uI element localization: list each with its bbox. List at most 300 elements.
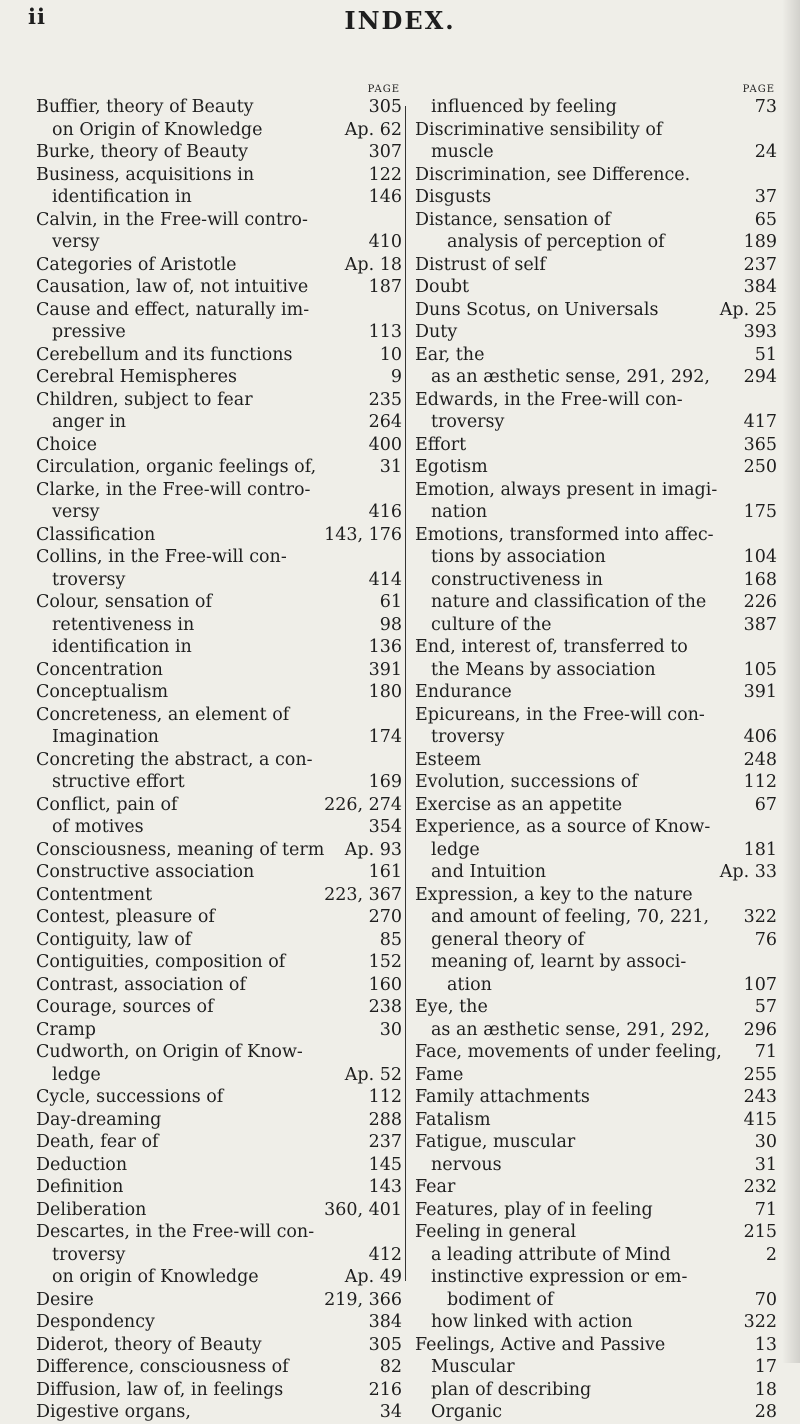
entry-term: Definition — [36, 1177, 124, 1197]
entry-page: 232 — [743, 1177, 777, 1197]
index-entry — [415, 501, 777, 524]
entry-term: on origin of Knowledge — [52, 1267, 259, 1287]
index-entry — [36, 366, 402, 389]
entry-term: analysis of perception of — [447, 232, 665, 252]
index-entry — [415, 1356, 777, 1379]
index-entry — [36, 276, 402, 299]
entry-term: Contiguity, law of — [36, 929, 192, 950]
entry-term: Emotion, always present in imagi- — [415, 479, 718, 500]
entry-term: Causation, law of, not intuitive — [36, 277, 309, 297]
entry-term: Egotism — [415, 457, 488, 477]
index-entry — [36, 164, 402, 187]
index-entry — [415, 1311, 777, 1334]
index-entry — [36, 569, 402, 592]
index-entry — [415, 861, 777, 884]
entry-page: 113 — [368, 322, 402, 342]
index-entry — [415, 1334, 777, 1357]
entry-term: Concentration — [36, 659, 163, 680]
index-entry — [36, 299, 402, 322]
entry-page: 174 — [368, 727, 402, 747]
entry-page: 143, 176 — [324, 524, 402, 545]
entry-page: 235 — [368, 389, 402, 410]
index-entry — [415, 839, 777, 862]
entry-page: 243 — [743, 1087, 777, 1107]
entry-page: 168 — [743, 569, 777, 590]
entry-term: Cramp — [36, 1019, 96, 1040]
entry-term: Exercise as an appetite — [415, 794, 623, 815]
entry-page: 181 — [743, 839, 777, 860]
entry-term: and Intuition — [431, 862, 546, 882]
entry-page: 67 — [754, 794, 777, 815]
index-entry — [36, 1244, 402, 1267]
index-entry — [36, 974, 402, 997]
page-title: INDEX. — [344, 6, 456, 35]
entry-term: Categories of Aristotle — [36, 254, 237, 275]
index-entry — [36, 1401, 402, 1424]
entry-term: troversy — [431, 412, 505, 432]
entry-page: 322 — [743, 1312, 777, 1332]
entry-term: nature and classification of the — [431, 592, 707, 612]
entry-page: 180 — [368, 682, 402, 702]
entry-term: how linked with action — [431, 1312, 633, 1332]
index-entry — [36, 389, 402, 412]
entry-list — [415, 96, 777, 1424]
index-entry — [415, 1064, 777, 1087]
entry-term: plan of describing — [431, 1379, 592, 1400]
entry-term: Day-dreaming — [36, 1109, 162, 1130]
entry-page: 365 — [743, 434, 777, 455]
index-entry — [415, 974, 777, 997]
entry-term: Deduction — [36, 1154, 128, 1175]
index-entry — [415, 749, 777, 772]
entry-page: 322 — [743, 907, 777, 927]
index-entry — [36, 456, 402, 479]
entry-page: 226, 274 — [324, 794, 402, 815]
page-number: ii — [28, 4, 46, 29]
index-entry — [415, 344, 777, 367]
entry-term: Consciousness, meaning of term — [36, 839, 325, 860]
entry-term: Eye, the — [415, 997, 488, 1017]
index-entry — [415, 614, 777, 637]
index-entry — [36, 546, 402, 569]
entry-page: 112 — [743, 772, 777, 792]
entry-term: Fame — [415, 1064, 464, 1085]
index-entry — [36, 591, 402, 614]
index-entry — [36, 231, 402, 254]
index-entry — [36, 704, 402, 727]
index-entry — [415, 1086, 777, 1109]
index-entry — [36, 1379, 402, 1402]
index-entry — [415, 209, 777, 232]
entry-page: 400 — [368, 434, 402, 455]
index-entry — [36, 96, 402, 119]
entry-page: 70 — [754, 1289, 777, 1310]
index-entry — [36, 141, 402, 164]
entry-page: 238 — [368, 997, 402, 1017]
entry-term: Conflict, pain of — [36, 794, 178, 815]
entry-page: 296 — [743, 1019, 777, 1040]
entry-page: 9 — [390, 367, 402, 387]
entry-term: Edwards, in the Free-will con- — [415, 389, 683, 410]
entry-term: Collins, in the Free-will con- — [36, 547, 287, 567]
index-entry — [36, 1334, 402, 1357]
entry-page: 71 — [754, 1042, 777, 1062]
entry-term: meaning of, learnt by associ- — [431, 952, 687, 972]
index-entry — [415, 1244, 777, 1267]
entry-page: 85 — [379, 929, 402, 950]
index-entry — [415, 141, 777, 164]
index-entry — [36, 681, 402, 704]
entry-page: 31 — [754, 1154, 777, 1175]
entry-term: Contest, pleasure of — [36, 907, 215, 927]
entry-term: of motives — [52, 817, 144, 837]
entry-term: nervous — [431, 1154, 502, 1175]
entry-term: troversy — [431, 727, 505, 747]
index-entry — [36, 479, 402, 502]
entry-term: the Means by association — [431, 659, 656, 680]
entry-page: 187 — [368, 277, 402, 297]
index-entry — [36, 929, 402, 952]
index-entry — [415, 816, 777, 839]
entry-page: 82 — [379, 1357, 402, 1377]
entry-page: 65 — [754, 209, 777, 230]
entry-term: ation — [447, 974, 492, 995]
entry-page: 294 — [743, 367, 777, 387]
entry-page: Ap. 18 — [344, 254, 402, 275]
entry-page: Ap. 93 — [344, 839, 402, 860]
index-entry — [415, 164, 777, 187]
entry-term: Distance, sensation of — [415, 209, 611, 230]
entry-term: Doubt — [415, 277, 470, 297]
index-entry — [36, 434, 402, 457]
entry-term: versy — [52, 232, 100, 252]
entry-term: Descartes, in the Free-will con- — [36, 1222, 315, 1242]
entry-page: 216 — [368, 1379, 402, 1400]
index-entry — [415, 681, 777, 704]
entry-page: 384 — [743, 277, 777, 297]
entry-page: 30 — [754, 1132, 777, 1152]
entry-term: muscle — [431, 142, 494, 162]
index-entry — [415, 771, 777, 794]
entry-page: 412 — [368, 1244, 402, 1265]
index-entry — [415, 1019, 777, 1042]
entry-term: a leading attribute of Mind — [431, 1244, 671, 1265]
index-entry — [415, 1401, 777, 1424]
entry-term: Cudworth, on Origin of Know- — [36, 1042, 303, 1062]
entry-page: 61 — [379, 592, 402, 612]
entry-page: 237 — [368, 1132, 402, 1152]
index-entry — [415, 366, 777, 389]
index-entry — [36, 1221, 402, 1244]
entry-term: Endurance — [415, 682, 512, 702]
entry-page: 393 — [743, 322, 777, 342]
entry-page: 215 — [743, 1222, 777, 1242]
entry-page: 415 — [743, 1109, 777, 1130]
index-entry — [415, 1221, 777, 1244]
index-entry — [415, 524, 777, 547]
entry-page: 416 — [368, 502, 402, 522]
entry-page: 30 — [379, 1019, 402, 1040]
entry-term: Feeling in general — [415, 1222, 577, 1242]
entry-term: bodiment of — [447, 1289, 554, 1310]
entry-term: troversy — [52, 569, 126, 590]
entry-term: End, interest of, transferred to — [415, 637, 688, 657]
index-entry — [415, 479, 777, 502]
entry-page: 143 — [368, 1177, 402, 1197]
entry-term: Cerebral Hemispheres — [36, 367, 237, 387]
entry-term: Imagination — [52, 727, 159, 747]
entry-page: 391 — [368, 659, 402, 680]
entry-page: 384 — [368, 1312, 402, 1332]
index-entry — [415, 231, 777, 254]
entry-page: 189 — [743, 232, 777, 252]
entry-page: Ap. 33 — [719, 862, 777, 882]
index-entry — [415, 1131, 777, 1154]
entry-page: 13 — [754, 1334, 777, 1355]
index-entry — [415, 321, 777, 344]
entry-term: Digestive organs, — [36, 1402, 191, 1422]
entry-term: Calvin, in the Free-will contro- — [36, 209, 308, 230]
entry-page: 264 — [368, 412, 402, 432]
entry-page: Ap. 52 — [344, 1064, 402, 1085]
entry-term: Difference, consciousness of — [36, 1357, 289, 1377]
entry-term: nation — [431, 502, 488, 522]
entry-term: Diderot, theory of Beauty — [36, 1334, 262, 1355]
entry-term: Burke, theory of Beauty — [36, 142, 249, 162]
entry-term: Evolution, successions of — [415, 772, 638, 792]
entry-page: 73 — [754, 97, 777, 117]
entry-term: Classification — [36, 524, 156, 545]
index-entry — [415, 569, 777, 592]
entry-page: 98 — [379, 614, 402, 635]
entry-page: 146 — [368, 187, 402, 207]
entry-page: 237 — [743, 254, 777, 275]
entry-term: Contentment — [36, 884, 153, 905]
index-entry — [36, 614, 402, 637]
entry-term: Organic — [431, 1402, 503, 1422]
index-entry — [415, 1289, 777, 1312]
entry-page: 71 — [754, 1199, 777, 1220]
entry-term: Death, fear of — [36, 1132, 159, 1152]
entry-page: 152 — [368, 952, 402, 972]
entry-page: 10 — [379, 344, 402, 365]
index-entry — [36, 524, 402, 547]
entry-term: Epicureans, in the Free-will con- — [415, 704, 705, 725]
index-entry — [415, 1176, 777, 1199]
index-entry — [36, 1199, 402, 1222]
index-entry — [36, 1041, 402, 1064]
index-entry — [36, 344, 402, 367]
entry-term: general theory of — [431, 929, 585, 950]
index-entry — [36, 1019, 402, 1042]
entry-term: Clarke, in the Free-will contro- — [36, 479, 311, 500]
index-entry — [36, 1131, 402, 1154]
index-entry — [415, 1041, 777, 1064]
index-entry — [415, 996, 777, 1019]
entry-term: Contiguities, composition of — [36, 952, 286, 972]
index-entry — [415, 389, 777, 412]
entry-term: Muscular — [431, 1357, 515, 1377]
entry-term: Concreting the abstract, a con- — [36, 749, 313, 770]
entry-term: identification in — [52, 637, 192, 657]
entry-term: Discrimination, see Difference. — [415, 164, 691, 185]
entry-term: Duty — [415, 322, 458, 342]
entry-term: Concreteness, an element of — [36, 704, 290, 725]
entry-term: Ear, the — [415, 344, 485, 365]
index-entry — [415, 1109, 777, 1132]
index-entry — [415, 794, 777, 817]
index-entry — [415, 1154, 777, 1177]
index-entry — [415, 1199, 777, 1222]
entry-term: Emotions, transformed into affec- — [415, 524, 714, 545]
index-entry — [415, 276, 777, 299]
page-column-label: PAGE — [742, 84, 775, 95]
entry-page: 417 — [743, 412, 777, 432]
entry-term: Experience, as a source of Know- — [415, 817, 711, 837]
entry-term: Distrust of self — [415, 254, 546, 275]
index-entry — [415, 704, 777, 727]
entry-term: identification in — [52, 187, 192, 207]
entry-page: 305 — [368, 1334, 402, 1355]
entry-term: Constructive association — [36, 862, 255, 882]
entry-page: 307 — [368, 142, 402, 162]
index-entry — [36, 1266, 402, 1289]
entry-term: Cycle, successions of — [36, 1087, 224, 1107]
index-entry — [36, 501, 402, 524]
entry-page: 37 — [754, 187, 777, 207]
index-entry — [415, 1266, 777, 1289]
entry-term: instinctive expression or em- — [431, 1267, 688, 1287]
entry-term: Fatigue, muscular — [415, 1132, 576, 1152]
entry-term: Despondency — [36, 1312, 155, 1332]
entry-page: 354 — [368, 817, 402, 837]
entry-page: Ap. 49 — [344, 1267, 402, 1287]
entry-term: and amount of feeling, 70, 221, — [431, 907, 710, 927]
index-entry — [415, 546, 777, 569]
entry-page: 107 — [743, 974, 777, 995]
entry-term: Colour, sensation of — [36, 592, 212, 612]
entry-page: 219, 366 — [324, 1289, 402, 1310]
entry-page: 161 — [368, 862, 402, 882]
entry-page: 145 — [368, 1154, 402, 1175]
entry-term: Family attachments — [415, 1087, 590, 1107]
index-entry — [36, 839, 402, 862]
index-entry — [36, 1154, 402, 1177]
entry-page: 223, 367 — [324, 884, 402, 905]
entry-page: Ap. 25 — [719, 299, 777, 320]
entry-page: 112 — [368, 1087, 402, 1107]
entry-term: Effort — [415, 434, 467, 455]
entry-page: 51 — [754, 344, 777, 365]
entry-term: Disgusts — [415, 187, 492, 207]
entry-page: 122 — [368, 164, 402, 185]
entry-page: 160 — [368, 974, 402, 995]
index-entry — [36, 321, 402, 344]
entry-page: 24 — [754, 142, 777, 162]
index-entry — [36, 906, 402, 929]
entry-page: 18 — [754, 1379, 777, 1400]
entry-page: 2 — [765, 1244, 777, 1265]
index-entry — [36, 119, 402, 142]
entry-term: Esteem — [415, 749, 482, 770]
index-entry — [36, 659, 402, 682]
index-entry — [415, 636, 777, 659]
index-entry — [415, 929, 777, 952]
index-column-left — [36, 84, 402, 1424]
entry-page: 414 — [368, 569, 402, 590]
index-entry — [36, 861, 402, 884]
index-entry — [415, 411, 777, 434]
entry-term: culture of the — [431, 614, 552, 635]
entry-page: 76 — [754, 929, 777, 950]
entry-term: ledge — [52, 1064, 101, 1085]
entry-page: 391 — [743, 682, 777, 702]
index-entry — [415, 96, 777, 119]
entry-page: 17 — [754, 1357, 777, 1377]
index-column-right — [415, 84, 777, 1424]
entry-page: 169 — [368, 772, 402, 792]
entry-term: anger in — [52, 412, 127, 432]
entry-term: Desire — [36, 1289, 94, 1310]
index-entry — [36, 726, 402, 749]
entry-page: 410 — [368, 232, 402, 252]
page-column-label: PAGE — [367, 84, 400, 95]
entry-term: Deliberation — [36, 1199, 147, 1220]
entry-page: 136 — [368, 637, 402, 657]
entry-page: 248 — [743, 749, 777, 770]
index-entry — [415, 884, 777, 907]
index-entry — [415, 299, 777, 322]
index-entry — [36, 1176, 402, 1199]
entry-page: 57 — [754, 997, 777, 1017]
entry-list — [36, 96, 402, 1424]
entry-term: as an æsthetic sense, 291, 292, — [431, 367, 710, 387]
index-entry — [415, 659, 777, 682]
index-entry — [36, 816, 402, 839]
index-entry — [415, 591, 777, 614]
index-entry — [415, 906, 777, 929]
entry-term: constructiveness in — [431, 569, 603, 590]
index-entry — [36, 1356, 402, 1379]
entry-term: Feelings, Active and Passive — [415, 1334, 666, 1355]
entry-term: Buffier, theory of Beauty — [36, 97, 254, 117]
index-entry — [36, 186, 402, 209]
index-entry — [36, 254, 402, 277]
entry-page: 387 — [743, 614, 777, 635]
entry-term: ledge — [431, 839, 480, 860]
entry-term: Business, acquisitions in — [36, 164, 255, 185]
entry-term: pressive — [52, 322, 126, 342]
index-entry — [36, 884, 402, 907]
index-entry — [36, 951, 402, 974]
index-entry — [415, 434, 777, 457]
index-entry — [36, 1064, 402, 1087]
entry-term: Fear — [415, 1177, 456, 1197]
entry-page: 270 — [368, 907, 402, 927]
index-entry — [36, 749, 402, 772]
entry-page: 406 — [743, 727, 777, 747]
entry-term: Features, play of in feeling — [415, 1199, 653, 1220]
index-entry — [36, 794, 402, 817]
page-edge-shadow — [782, 0, 800, 1363]
entry-term: influenced by feeling — [431, 97, 617, 117]
entry-term: Fatalism — [415, 1109, 491, 1130]
entry-page: 104 — [743, 547, 777, 567]
entry-page: 31 — [379, 457, 402, 477]
entry-page: 250 — [743, 457, 777, 477]
index-entry — [36, 411, 402, 434]
entry-term: structive effort — [52, 772, 185, 792]
